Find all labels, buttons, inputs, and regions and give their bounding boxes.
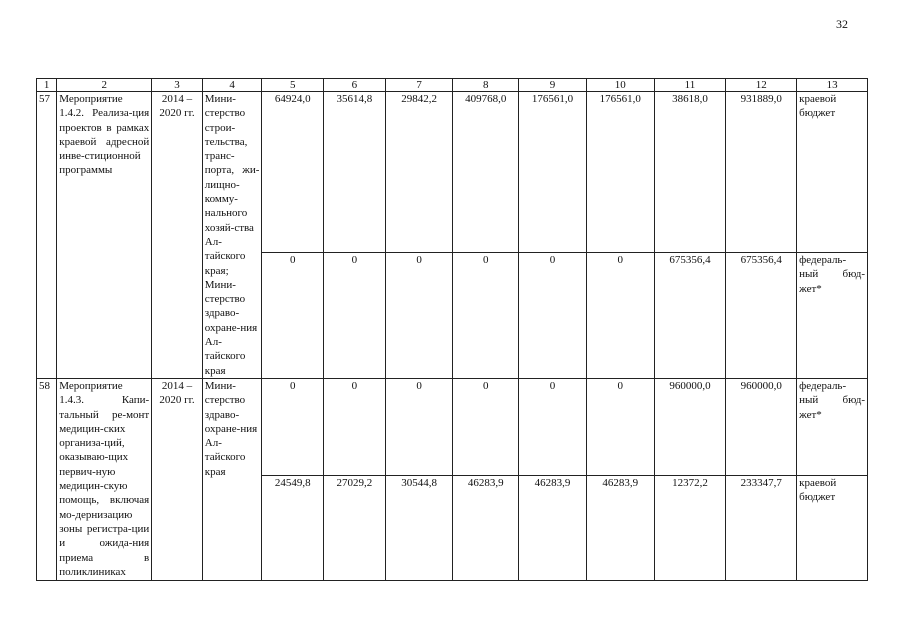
table-row <box>37 92 868 253</box>
funding-source: краевой бюджет <box>797 92 868 253</box>
column-number-row <box>37 79 868 92</box>
value-cell: 233347,7 <box>726 475 797 580</box>
value-cell: 0 <box>262 378 324 475</box>
value-cell: 12372,2 <box>654 475 726 580</box>
value-cell: 64924,0 <box>262 92 324 253</box>
value-cell: 0 <box>519 253 587 379</box>
column-number: 11 <box>654 79 726 92</box>
page-number: 32 <box>836 17 848 31</box>
value-cell: 0 <box>385 378 453 475</box>
column-number: 6 <box>324 79 386 92</box>
value-cell: 675356,4 <box>654 253 726 379</box>
value-cell: 675356,4 <box>726 253 797 379</box>
period: 2014 – 2020 гг. <box>152 92 203 379</box>
value-cell: 35614,8 <box>324 92 386 253</box>
value-cell: 0 <box>262 253 324 379</box>
budget-table <box>36 78 868 581</box>
table-row <box>37 378 868 475</box>
column-number: 8 <box>453 79 519 92</box>
value-cell: 0 <box>324 253 386 379</box>
value-cell: 176561,0 <box>586 92 654 253</box>
column-number: 10 <box>586 79 654 92</box>
column-number: 9 <box>519 79 587 92</box>
value-cell: 24549,8 <box>262 475 324 580</box>
column-number: 1 <box>37 79 57 92</box>
column-number: 12 <box>726 79 797 92</box>
value-cell: 38618,0 <box>654 92 726 253</box>
value-cell: 30544,8 <box>385 475 453 580</box>
value-cell: 46283,9 <box>519 475 587 580</box>
value-cell: 0 <box>324 378 386 475</box>
column-number: 3 <box>152 79 203 92</box>
column-number: 5 <box>262 79 324 92</box>
value-cell: 0 <box>519 378 587 475</box>
column-number: 7 <box>385 79 453 92</box>
value-cell: 176561,0 <box>519 92 587 253</box>
measure-name: Мероприятие 1.4.2. Реализа-ция проектов в рамках краевой адресной инве-стиционной программы <box>57 92 152 379</box>
value-cell: 0 <box>586 378 654 475</box>
funding-source: федераль-ный бюд-жет* <box>797 378 868 475</box>
executor: Мини-стерство строи-тельства, транс-порта, жи-лищно-комму-нального хозяй-ства Ал-тайского края; Мини-стерство здраво-охране-ния Ал-тайского края <box>202 92 262 379</box>
period: 2014 – 2020 гг. <box>152 378 203 580</box>
value-cell: 29842,2 <box>385 92 453 253</box>
column-number: 13 <box>797 79 868 92</box>
value-cell: 27029,2 <box>324 475 386 580</box>
column-number: 4 <box>202 79 262 92</box>
value-cell: 0 <box>385 253 453 379</box>
value-cell: 0 <box>453 378 519 475</box>
value-cell: 931889,0 <box>726 92 797 253</box>
executor: Мини-стерство здраво-охране-ния Ал-тайского края <box>202 378 262 580</box>
value-cell: 46283,9 <box>453 475 519 580</box>
funding-source: федераль-ный бюд-жет* <box>797 253 868 379</box>
row-number: 58 <box>37 378 57 580</box>
value-cell: 46283,9 <box>586 475 654 580</box>
value-cell: 409768,0 <box>453 92 519 253</box>
column-number: 2 <box>57 79 152 92</box>
funding-source: краевой бюджет <box>797 475 868 580</box>
value-cell: 960000,0 <box>654 378 726 475</box>
row-number: 57 <box>37 92 57 379</box>
value-cell: 0 <box>586 253 654 379</box>
value-cell: 960000,0 <box>726 378 797 475</box>
value-cell: 0 <box>453 253 519 379</box>
measure-name: Мероприятие 1.4.3. Капи-тальный ре-монт медицин-ских организа-ций, оказываю-щих первич-ную медицин-скую помощь, включая мо-дернизацию зоны регистра-ции и ожида-ния приема в поликлиниках <box>57 378 152 580</box>
